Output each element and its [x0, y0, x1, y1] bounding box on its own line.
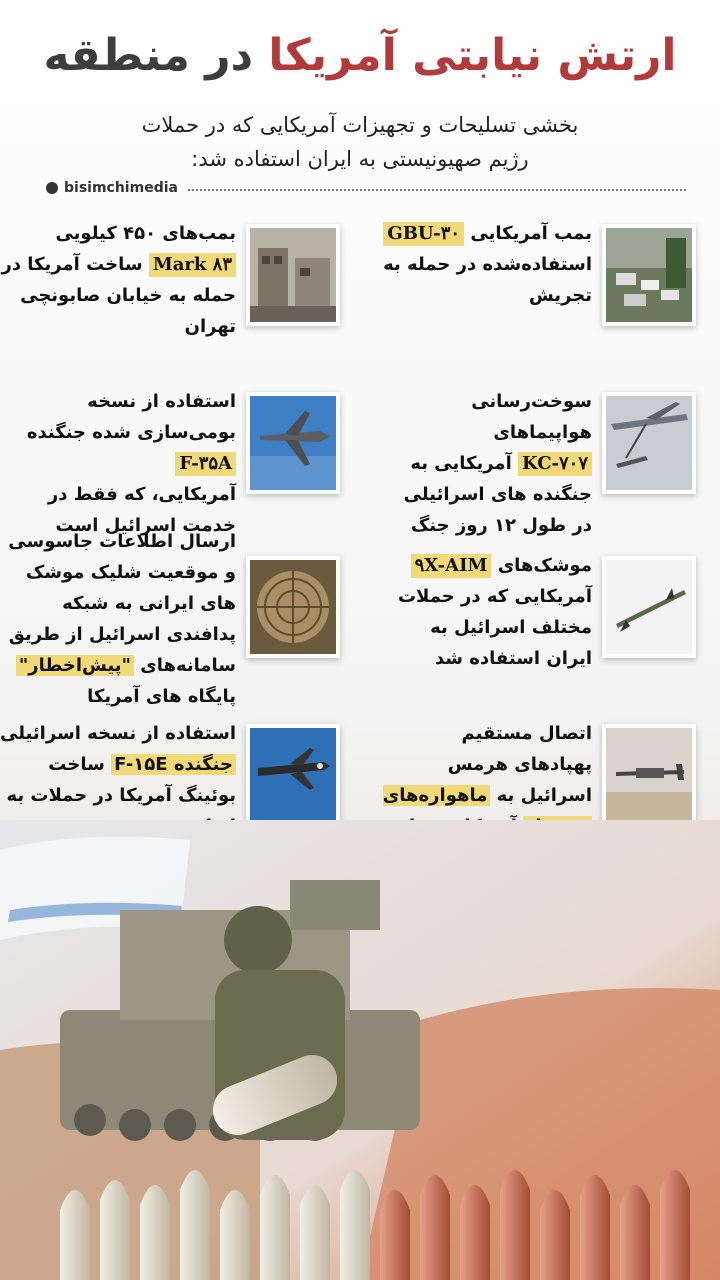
item-kc707: [380, 391, 720, 536]
fighter-jet-photo: [246, 392, 340, 494]
item-early-warning: [0, 531, 340, 707]
highlight: Mark ۸۳: [149, 253, 236, 277]
brand-handle: bisimchimedia: [64, 180, 178, 196]
item-mark83: [0, 223, 340, 337]
item-hermes: [380, 724, 720, 834]
item-text: بمب آمریکایی GBU-۳۰ استفاده‌شده در حمله به تجریش: [383, 223, 592, 306]
highlight: GBU-۳۰: [383, 222, 464, 246]
item-text: ارسال اطلاعات جاسوسی و موقعیت شلیک موشک های ایرانی به شبکه پدافندی اسرائیل از طریق سامانه‌های "پیش‌اخطار" پایگاه های آمریکا: [8, 531, 236, 707]
street-photo: [602, 224, 696, 326]
item-gbu30: [380, 224, 720, 334]
missile-photo: [602, 556, 696, 658]
subtitle: [60, 108, 660, 176]
item-aim9x: [380, 555, 720, 669]
highlight: "پیش‌اخطار": [16, 655, 134, 676]
item-text: بمب‌های ۴۵۰ کیلویی Mark ۸۳ ساخت آمریکا در حمله به خیابان صابونچی تهران: [1, 223, 236, 337]
highlight: F-۳۵A: [175, 452, 236, 476]
item-text: استفاده از نسخه بومی‌سازی شده جنگنده F-۳۵A آمریکایی، که فقط در خدمت اسرائیل است: [26, 391, 236, 536]
highlight: KC-۷۰۷: [518, 452, 592, 476]
soldier-artillery-photo: [0, 820, 720, 1280]
item-text: سوخت‌رسانی هواپیماهای KC-۷۰۷ آمریکایی به جنگنده های اسرائیلی در طول ۱۲ روز جنگ: [403, 391, 592, 536]
subtitle-line-1: بخشی تسلیحات و تجهیزات آمریکایی که در حملات: [141, 113, 579, 137]
highlight: ماهواره‌های: [383, 785, 592, 837]
dotted-divider: [188, 189, 686, 191]
tanker-aircraft-photo: [602, 392, 696, 494]
subtitle-line-2: رژیم صهیونیستی به ایران استفاده شد:: [191, 147, 529, 171]
highlight: جنگنده F-۱۵E: [111, 754, 236, 775]
instagram-icon: [46, 182, 58, 194]
item-text: موشک‌های ۹X-AIM آمریکایی که در حملات مختلف اسرائیل به ایران استفاده شد: [397, 555, 592, 669]
highlight: ۹X-AIM: [411, 554, 492, 578]
ruined-building-photo: [246, 224, 340, 326]
item-text: اتصال مستقیم پهپادهای هرمس اسرائیل به ماهواره‌های: [382, 718, 592, 904]
drone-photo: [602, 724, 696, 826]
title-rest: در منطقه: [43, 30, 269, 81]
page-title: [0, 30, 720, 81]
radar-dish-photo: [246, 556, 340, 658]
item-f15: [0, 724, 340, 834]
item-f35: [0, 391, 340, 536]
item-text: استفاده از نسخه اسرائیلی جنگنده F-۱۵E ساخت بوئینگ آمریکا در حملات به: [0, 723, 236, 806]
title-accent: ارتش نیابتی آمریکا: [268, 30, 677, 81]
brand-row: [46, 178, 686, 198]
f15-jet-photo: [246, 724, 340, 826]
